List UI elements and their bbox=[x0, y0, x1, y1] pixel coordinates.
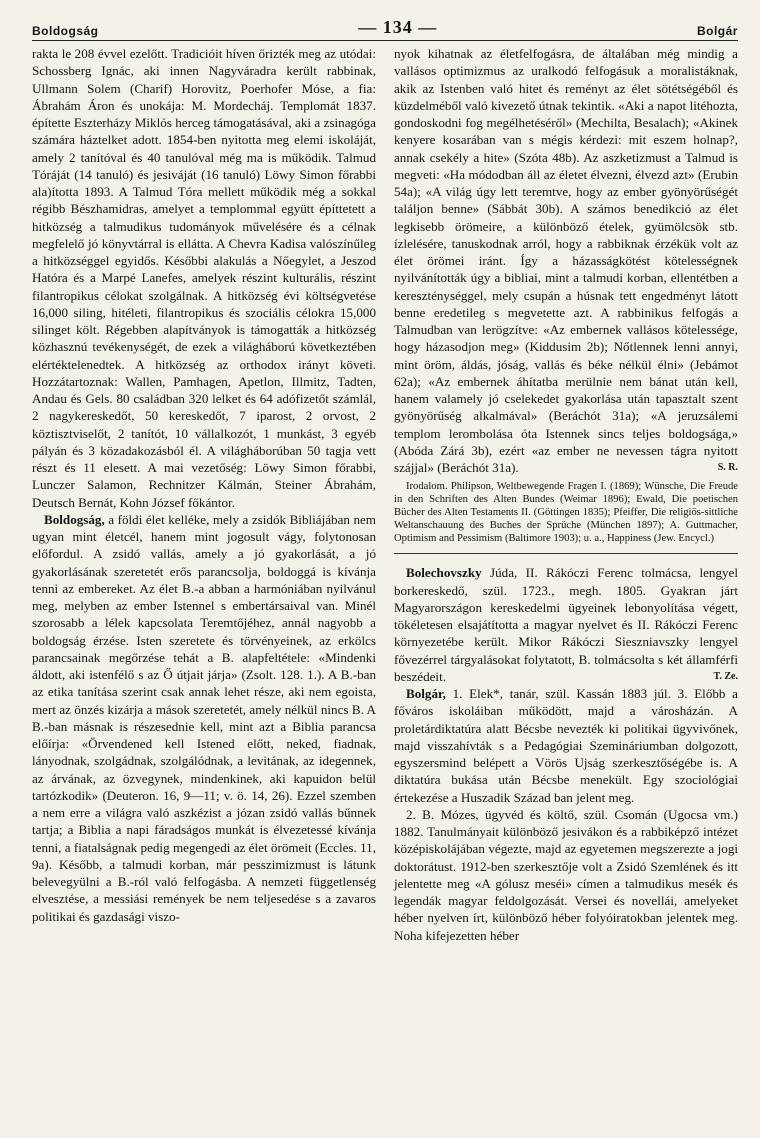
entry-text-bolgar-elek: 1. Elek*, tanár, szül. Kassán 1883 júl. 3. Előbb a főváros iskoláiban működött, majd a városházán. A proletárdiktatúra alatt Bécsbe nevezték ki politikai ügyvivőnek, majd visszahívták s a Pedagógiai Szemináriumban dolgozott, egyszersmind belépett a Vörös Ujság szerkesztőségébe is. A diktatúra bukása után Bécsbe menekült. Egy szociológiai értekezése a Huszadik Század ban jelent meg. bbox=[394, 686, 738, 805]
page-number: — 134 — bbox=[358, 17, 438, 37]
paragraph-continuation bbox=[394, 45, 738, 476]
author-signature: S. R. bbox=[717, 462, 738, 473]
entry-text-bolechovszky: Júda, II. Rákóczi Ferenc tolmácsa, lengyel borkereskedő, szül. 1723., megh. 1805. Gyakran járt Magyarországon kereskedelmi ügyeinek lebonyolítása végett, tökéletesen elsajátította a magyar nyelvet és II. Rákóczi Ferenc környezetébe került. Mikor Rákóczi Sieszniavszky lengyel fővezérrel tárgyalásokat folytatott, B. tolmácsolta s két államférfi beszédeit. bbox=[394, 565, 738, 684]
entry-text-boldogsag: a földi élet kelléke, mely a zsidók Bibliájában nem ugyan mint életcél, hanem mint jogosult vágy, folytonosan előfordul. A zsidó vallás, amely a jó gyakorlását, a jó gyakorlásának szeretetét erős parancsolja, boldoggá is kívánja tenni az embereket. Az élet B.-a abban a harmóniában nyilvánul meg, melyben az ember Istennel s embertársaival van. Minél szorosabb a lélek kapcsolata Teremtőjéhez, annál nagyobb a boldogság érzése. Isten szeretete és törvényeinek, az erkölcs parancsainak megőrzése tehát a B. alapfeltétele: «Mindenki áldott, aki istenfélő s az Ő útjait járja» (Zsolt. 128. 1.). A B.-ban az etika tanítása szerint csak annak lehet része, aki nem egoista, mert az önzés kizárja a mások szeretetét, amely nélkül nincs B. A B.-ban másnak is részesednie kell, mint azt a Biblia parancsa előírja: «Örvendened kell Istened előtt, neked, fiadnak, lányodnak, szolgádnak, szolgálódnak, a levitának, az idegennek, az árvának, az özvegynek, mindenkinek, aki kapuidon belül tartózkodik» (Deuteron. 16, 9—11; v. ö. 14, 26). Ezzel szemben a nem erre a világra való aszkézist a józan zsidó vallás bűnnek tartja; a Biblia a napi fáradságos munkát is élvezetessé kívánja tenni, a fiatalságnak pedig megengedi az élet örömeit (Eccles. 11, 9a). Később, a talmudi korban, már pesszimizmust is látunk belevegyülni a B.-ról való felfogásba. A nemzeti függetlenség elvesztése, a messiási remények be nem teljesedése s a zavaros politikai és gazdasági viszo- bbox=[32, 511, 376, 924]
page-header bbox=[32, 14, 738, 41]
author-signature: T. Ze. bbox=[713, 670, 738, 682]
entry-boldogsag bbox=[32, 511, 376, 925]
text-columns bbox=[32, 45, 738, 944]
header-left-keyword: Boldogság bbox=[32, 24, 99, 38]
literature-block bbox=[394, 480, 738, 545]
continuation-text: nyok kihatnak az életfelfogásra, de általában még mindig a vallásos optimizmus az uralkodó felfogásuk a moralistáknak, akik az Istenben való hitet és reményt az élet sötétségéből és küzdelméből való kivezető útnak tekintik. «Aki a napot litéhozta, gondoskodni fog megélhetéséről» (Mechilta, Besalach); «Akinek kenyere kosarában van s mégis kérdezi: mit eszem holnap?, annak csekély a hite» (Szóta 48b). Az aszketizmust a Talmud is megveti: «Ha módodban áll az életet élvezni, élvezd azt» (Erubin 54a); «A világ úgy lett teremtve, hogy az ember gyönyörűségét találjon benne» (Sábbát 30b). A számos benedikció az élet legkisebb örömeire, a különböző ételek, gyümölcsök stb. ízlelésére, tanuskodnak arról, hogy a rabbiknak érzékük volt az élet örömei iránt. Így a házasságkötést kötelességnek nyilvánították úgy a bibliai, mint a talmudi korban, ellentétben a kereszténységgel, mely csupán a húsnak tett engedményt látott benne eredetileg s megvetette azt. A rabbinikus felfogás a Talmudban van lerögzítve: «Az embernek vallásos kötelessége, hogy házasodjon meg» (Kiddusim 2b); Nőtlennek lenni annyi, mint öröm, áldás, jóság, vallás és béke nélkül élni» (Jebámot 62a); «Az embernek áhítatba merülnie nem bánat után kell, hanem valamely jó cselekedet gyakorlása után tapasztalt szent gyönyörűség alkalmával» (Beráchót 31a); «A jeruzsálemi templom lerombolása óta Istennek sincs teljes boldogsága,» (Abóda Zárá 3b), ezért «az ember ne nevessen tágra nyitott szájjal» (Beráchót 31a). bbox=[394, 46, 738, 475]
paragraph-community-history: rakta le 208 évvel ezelőtt. Tradicióit híven őrizték meg az utódai: Schossberg Ignác, aki innen Nagyváradra került rabbinak, Ullmann Solem (Charif) Horovitz, Poerhofer Móse, a fia: Ábrahám Áron és unokája: M. Mordecháj. Templomát 1837. építette Eszterházy Miklós herceg támogatásával, aki a zsinagóga számára háztelket adott. 1854-ben nyitotta meg elemi iskoláját, amely 2 tanítóval és 40 tanulóval még ma is működik. Talmud Tóráját (14 tanuló) és jesiváját (16 tanuló) Löwy Simon főrabbi ala)ította 1893. A Talmud Tóra mellett működik még a sokkal régibb Bészhamidras, amelyet a templommal együtt építtetett a hitközség a talmudikus tudományok művelésére és a célnak megfelelő jó könyvtárral is ellátta. A Chevra Kadisa valószínűleg a hitközséggel egyidős. Későbbi alakulás a Nőegylet, a Jeszod Hatóra és a Marpé Lanefes, amelyek részint kulturális, részint filantropikus célokat szolgálnak. A hitközség évi költségvetése 16,000 siling, hitéleti, filantropikus és szociális célokra 15,000 silinget költ. Régebben alapítványok is támogatták a hitközség közhasznú tevékenységét, de ezek a világháború következtében elértéktelenedtek. A hitközség az orthodox irányt követi. Hozzátartoznak: Wallen, Pamhagen, Apetlon, Illmitz, Tadten, Andau és Gels. 80 családban 320 lelket és 64 adófizetőt számlál, 2 nagykereskedőt, 50 kereskedőt, 7 iparost, 2 orvost, 2 köztisztviselőt, 2 tanítót, 10 vállalkozót, 1 munkást, 3 egyéb pályán és 3 közadakozásból él. A világháborúban 50 tagja vett részt és 11 elesett. A mai vezetőség: Löwy Simon főrabbi, Lunczer Salamon, Rechnitzer Kálmán, Steiner Ábrahám, Deutsch Bernát, Kohn József főkántor. bbox=[32, 46, 376, 510]
header-right-keyword: Bolgár bbox=[696, 24, 738, 38]
entry-title-bolechovszky: Bolechovszky bbox=[406, 565, 482, 581]
entry-bolgar bbox=[394, 685, 738, 806]
entry-bolgar-mozes: 2. B. Mózes, ügyvéd és költő, szül. Csomán (Ugocsa vm.) 1882. Tanulmányait különböző jesivákon és a rabbiképző intézet középiskolájában végezte, majd az egyetemen megszerezte a jogi doktorátust. 1912-ben szerkesztője volt a Zsidó Szemlének és itt jelentette meg «A gólusz meséi» címen a talmudikus mesék és legendák magyar feldolgozását. Versei és novellái, amelyeket héber nyelven írt, különböző héber folyóiratokban jelentek meg. Noha kifejezetten héber bbox=[394, 806, 738, 943]
literature-text: Irodalom. Philipson, Weltbewegende Fragen I. (1869); Wünsche, Die Freude in den Schriften des Alten Bundes (Weimar 1896); Ewald, Die poetischen Bücher des Alten Testaments II. (Göttingen 1835); Pfeiffer, Die religiös-sittliche Weltanschauung des Buches der Sprüche (München 1897); A. Guttmacher, Optimism and Pessimism (Baltimore 1903); u. a., Happiness (Jew. Encycl.) bbox=[394, 481, 738, 545]
entry-bolechovszky bbox=[394, 564, 738, 685]
left-column bbox=[32, 45, 376, 944]
right-column bbox=[394, 45, 738, 944]
section-divider bbox=[394, 553, 738, 554]
entry-title-bolgar: Bolgár, bbox=[406, 686, 446, 701]
entry-title-boldogsag: Boldogság, bbox=[44, 511, 105, 527]
